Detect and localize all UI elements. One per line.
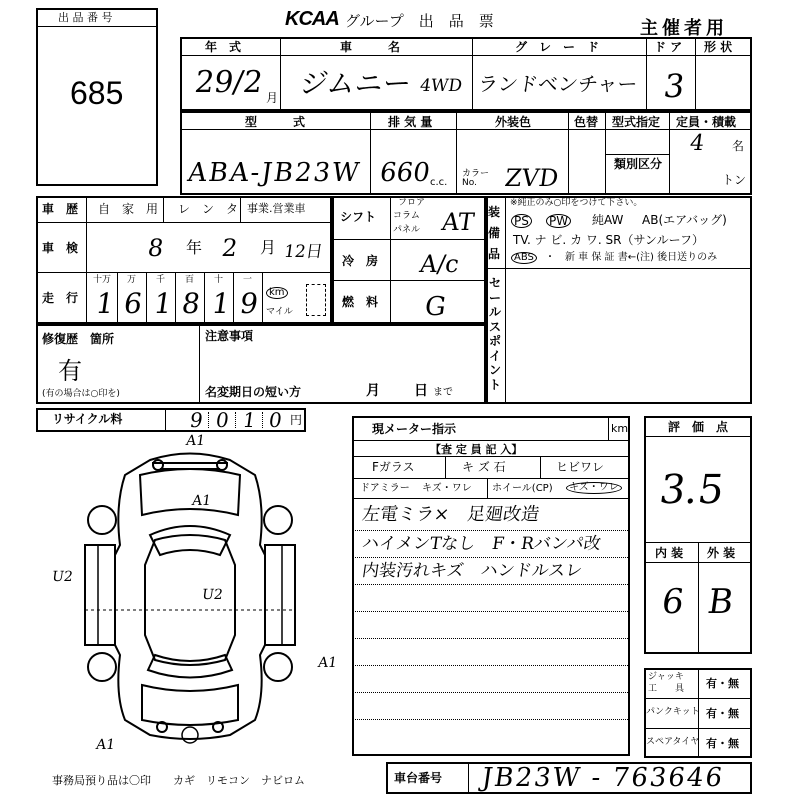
label-fuel: 燃 料: [342, 295, 379, 309]
unit-10k: 万: [127, 275, 137, 285]
diagram-mark-left: U2: [50, 569, 74, 585]
unit-1: 一: [243, 275, 253, 285]
tool-puncture-label: パンクキット: [646, 707, 700, 717]
label-aircon: 冷 房: [342, 254, 379, 268]
shift-floor: フロア: [398, 198, 426, 208]
sponsor-label: 主催者用: [640, 18, 728, 39]
label-history: 車 歴: [42, 202, 79, 216]
sales-point-label: セールスポイント: [489, 276, 502, 392]
km-unit-circled: km: [266, 287, 288, 299]
stone-label: キ ズ 石: [462, 460, 506, 474]
grade-value: ランドベンチャー: [476, 72, 640, 96]
equipment-note: ※純正のみ○印をつけて下さい。: [510, 198, 643, 208]
repair-note: (有の場合は○印を): [42, 389, 120, 399]
mileage-digit-1: 1: [93, 287, 117, 320]
label-exterior-color: 外装色: [495, 115, 532, 129]
year-value: 29/2: [192, 65, 265, 100]
equip-alloy-wheel: 純AW: [592, 213, 624, 227]
recycle-digit-3: 1: [241, 408, 258, 432]
inspection-year: 8: [146, 234, 166, 262]
crack-label: ヒビワレ: [556, 460, 605, 474]
diagram-mark-right: A1: [316, 655, 339, 671]
inspector-title: 【査 定 員 記 入】: [430, 443, 523, 456]
diagram-mark-bottom: A1: [94, 737, 117, 753]
shift-panel: パネル: [393, 225, 421, 235]
name-change-until: まで: [433, 387, 453, 398]
label-displacement: 排 気 量: [388, 115, 433, 129]
exterior-value: B: [705, 582, 736, 622]
label-mileage: 走 行: [42, 291, 79, 305]
equip-airbag: AB(エアバッグ): [642, 213, 727, 227]
equipment-side-label: 装 備 品: [488, 205, 501, 261]
equip-abs: ABS: [511, 252, 537, 264]
tool-jack-value: 有・無: [706, 677, 739, 690]
recycle-unit: 円: [290, 413, 303, 427]
chassis-value: JB23W - 763646: [479, 763, 727, 793]
unit-100k: 十万: [93, 275, 112, 285]
car-body-outline: [115, 454, 265, 740]
capacity-unit: 名: [732, 139, 745, 153]
wheel-note: キズ・ワレ: [566, 482, 622, 494]
door-right: [265, 545, 295, 645]
inspection-month: 2: [220, 234, 240, 262]
label-classification: 類別区分: [614, 157, 663, 171]
label-inspection: 車 検: [42, 241, 79, 255]
office-items: 事務局預り品は〇印 カギ リモコン ナビロム: [52, 774, 305, 787]
recycle-digit-2: 0: [214, 408, 231, 432]
label-car-name: 車 名: [340, 40, 401, 54]
mileage-digit-5: 1: [209, 287, 233, 320]
aircon-value: A/c: [418, 250, 461, 278]
year-month-suffix: 月: [266, 91, 279, 105]
unit-1k: 千: [156, 275, 166, 285]
repair-value: 有: [58, 357, 82, 385]
fglass-label: Fガラス: [372, 460, 415, 474]
rating-score: 3.5: [656, 467, 727, 513]
inspector-comment-1: 左電ミラ× 足廻改造: [360, 504, 541, 525]
diagram-mark-top: A1: [184, 433, 207, 449]
tool-spare-label: スペアタイヤ: [646, 737, 700, 747]
label-doors: ド ア: [654, 40, 683, 54]
cc-unit: c.c.: [430, 177, 448, 188]
label-notes: 注意事項: [205, 329, 254, 343]
listing-number-value: 685: [70, 75, 124, 111]
wheel-front-right: [264, 506, 292, 534]
equip-line2: TV. ナ ビ. カ ワ. SR（サンルーフ）: [513, 233, 704, 247]
color-no-label: カラー No.: [462, 169, 490, 188]
recycle-digit-1: 9: [188, 408, 205, 432]
capacity-value: 4: [688, 131, 706, 156]
label-repair: 修復歴 箇所: [42, 332, 115, 346]
history-private: 自 家 用: [98, 202, 159, 216]
name-change-month: 月: [366, 383, 380, 399]
wheel-rear-right: [264, 653, 292, 681]
label-interior: 内 装: [655, 546, 684, 560]
label-rating: 評 価 点: [668, 420, 729, 434]
label-year: 年 式: [205, 40, 242, 54]
equip-pw: PW: [546, 214, 571, 228]
car-diagram: [70, 445, 310, 745]
displacement-value: 660: [377, 158, 432, 188]
doors-value: 3: [661, 67, 688, 105]
inspector-comment-2: ハイメンTなし F・Rバンパ改: [360, 534, 603, 554]
diagram-mark-center: U2: [200, 587, 224, 603]
color-no-value: ZVD: [503, 164, 561, 192]
listing-number-label: 出 品 番 号: [58, 11, 113, 24]
label-color-change: 色替: [574, 115, 599, 129]
unit-100: 百: [185, 275, 195, 285]
brand-logo: KCAA: [285, 8, 339, 30]
wheel-rear-left: [88, 653, 116, 681]
tool-jack-label: ジャッキ 工 具: [648, 672, 685, 694]
label-chassis: 車台番号: [394, 771, 443, 785]
ton-unit: トン: [722, 173, 747, 187]
label-name-change: 名変期日の短い方: [205, 385, 302, 399]
mileage-digit-4: 8: [179, 287, 203, 320]
label-capacity: 定員・積載: [676, 115, 737, 129]
sheet-title: グループ 出 品 票: [345, 12, 494, 30]
model-value: ABA-JB23W: [185, 158, 363, 188]
recycle-digit-4: 0: [267, 408, 284, 432]
mileage-digit-6: 9: [237, 287, 261, 320]
tool-spare-value: 有・無: [706, 737, 739, 750]
wheel-label: ホイール(CP): [492, 483, 553, 494]
label-meter: 現メーター指示: [372, 422, 457, 436]
door-left: [85, 545, 115, 645]
car-windshield: [150, 526, 230, 555]
car-name-value: ジムニー: [297, 67, 414, 100]
label-shift: シフト: [340, 210, 377, 224]
drive-value: 4WD: [418, 76, 464, 96]
mile-checkbox: [306, 284, 326, 316]
interior-value: 6: [659, 582, 687, 622]
unit-10: 十: [214, 275, 224, 285]
meter-unit: km: [611, 422, 629, 435]
inspection-month-suffix: 月: [260, 238, 277, 257]
label-body-shape: 形 状: [704, 40, 733, 54]
history-rental: レ ン タ: [178, 202, 239, 216]
equip-line3: ・ 新 車 保 証 書←(注) 後日送りのみ: [545, 252, 718, 263]
inspector-comment-3: 内装汚れキズ ハンドルスレ: [360, 561, 584, 581]
mileage-digit-3: 1: [151, 287, 175, 320]
equip-ps: PS: [511, 214, 532, 228]
mirror-label: ドアミラー: [360, 483, 410, 494]
label-exterior: 外 装: [707, 546, 736, 560]
shift-column: コラム: [393, 211, 420, 221]
history-business: 事業.営業車: [247, 202, 306, 215]
label-model: 型 式: [245, 115, 306, 129]
mileage-digit-2: 6: [121, 287, 145, 320]
spare-tire: [182, 727, 198, 743]
name-change-day: 日: [414, 383, 428, 399]
mirror-note: キズ・ワレ: [422, 483, 472, 494]
inspection-day: 12日: [282, 242, 325, 262]
car-rear-window: [148, 655, 232, 678]
wheel-front-left: [88, 506, 116, 534]
fuel-value: G: [422, 292, 448, 322]
tool-puncture-value: 有・無: [706, 707, 739, 720]
diagram-mark-hood: A1: [190, 493, 213, 509]
label-type-designation: 型式指定: [612, 115, 661, 129]
label-grade: グ レ ー ド: [515, 40, 600, 54]
shift-value: AT: [440, 208, 476, 236]
inspection-year-suffix: 年: [186, 238, 203, 257]
mile-unit: マイル: [266, 307, 293, 317]
label-recycle: リサイクル料: [52, 412, 123, 426]
